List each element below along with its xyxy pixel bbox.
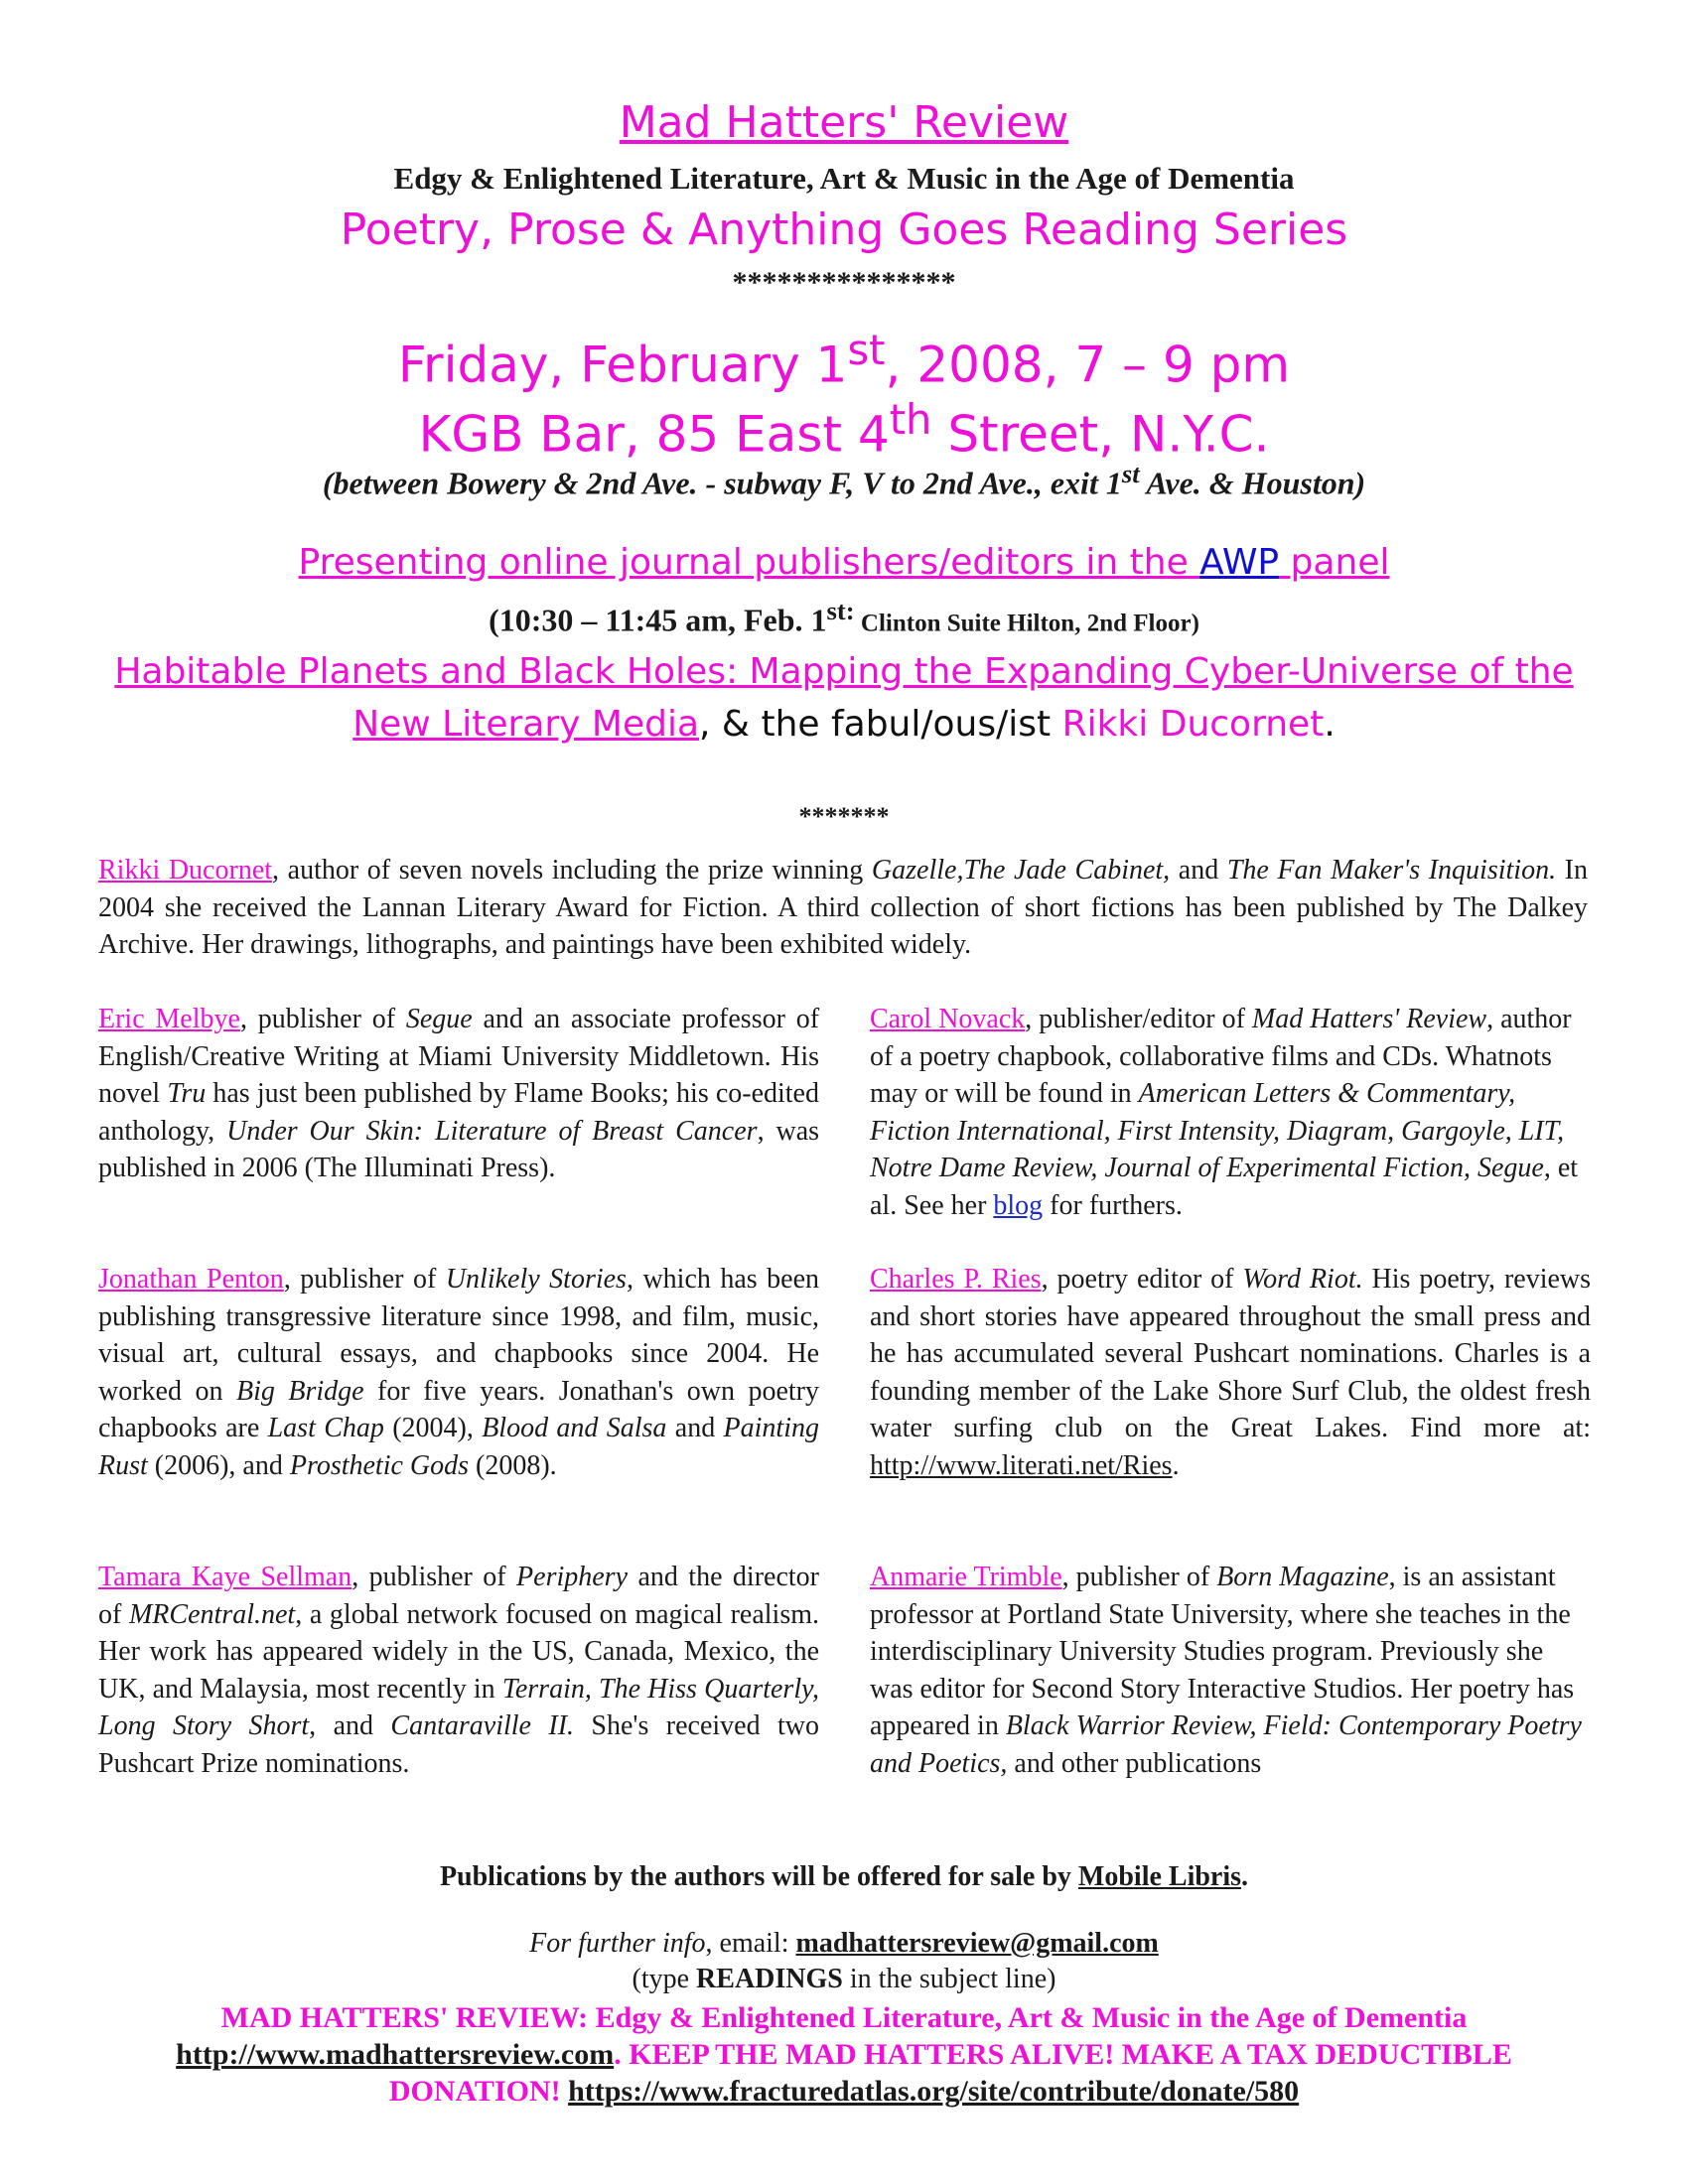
subject-keyword: READINGS [696,1964,843,1994]
bio-title: Last Chap [267,1413,384,1443]
bio-text: , author of a poetry chapbook, collaborative films and CDs. Whatnots may or will be found in [870,1004,1572,1109]
event-date [0,326,1688,394]
panel-title-text: Habitable Planets and Black Holes: Mapping the Expanding Cyber-Universe of the New Literary Media [114,651,1574,745]
bio-title: Tru [167,1078,207,1109]
date-text: Friday, February 1 [397,336,848,394]
publications-note [0,1861,1688,1893]
bio-title: Unlikely Stories [445,1264,627,1295]
bio-text: and other publications [1007,1747,1262,1779]
bio-title: The Fan Maker's Inquisition. [1226,855,1557,886]
bio-text: has just been published by Flame Books; his co-edited anthology, [98,1078,819,1147]
bio-text: (2006), and [147,1449,290,1481]
author-link-melbye[interactable]: Eric Melbye [98,1004,240,1034]
bio-ries [870,1261,1591,1484]
bio-text: and the director of [98,1562,819,1630]
bio-title: Mad Hatters' Review [1251,1004,1487,1034]
date-suffix: st [847,326,886,374]
bio-title: Under Our Skin: Literature of Breast Cancer [226,1115,758,1147]
author-link-ducornet[interactable]: Rikki Ducornet [98,855,273,886]
panel-time-suffix: st: [826,596,855,625]
bio-title: Cantaraville II. [390,1710,575,1741]
tagline: Edgy & Enlightened Literature, Art & Music in the Age of Dementia [393,161,1295,196]
venue-text: KGB Bar, 85 East 4 [418,405,890,464]
bio-penton [98,1261,819,1484]
author-link-ries[interactable]: Charles P. Ries [870,1264,1042,1295]
pubs-end: . [1241,1861,1249,1892]
footer-tagline: MAD HATTERS' REVIEW: Edgy & Enlightened Literature, Art & Music in the Age of Dementia [220,2001,1468,2034]
bio-text: , publisher/editor of [1025,1004,1252,1034]
present-text: Presenting online journal publishers/editors in the [298,542,1200,583]
blog-link[interactable]: blog [993,1189,1044,1221]
bio-melbye [98,1001,819,1187]
type-end: in the subject line) [842,1964,1056,1994]
panel-time [0,596,1688,639]
venue-suffix: th [889,395,932,444]
bio-title: Blood and Salsa [482,1413,667,1443]
donate-link[interactable]: https://www.fracturedatlas.org/site/contribute/donate/580 [568,2075,1300,2108]
panel-title [89,645,1599,751]
ries-url-link[interactable]: http://www.literati.net/Ries [870,1449,1173,1481]
pubs-text: Publications by the authors will be offered for sale by [439,1861,1078,1892]
bio-novack [870,1001,1591,1224]
bio-text: His poetry, reviews and short stories have appeared throughout the small press and he has accumulated several Pushcart nominations. Charles is a founding member of the Lake Shore Surf Club, the oldest fresh water surfing club on the Great Lakes. Find more at: [870,1264,1592,1443]
bio-text: , publisher of [1061,1562,1217,1592]
panel-title-end: . [1324,704,1336,745]
subject-note [0,1964,1688,1995]
author-link-penton[interactable]: Jonathan Penton [98,1264,284,1295]
panel-announcement [0,542,1688,583]
bio-title: Black Warrior Review, Field: Contemporary Poetry and Poetics, [870,1710,1582,1779]
mobile-libris-link[interactable]: Mobile Libris [1077,1861,1242,1892]
venue-street: Street, N.Y.C. [931,405,1270,464]
website-link[interactable]: http://www.madhattersreview.com [176,2038,615,2071]
divider-stars: *************** [732,266,956,299]
bio-ducornet [98,852,1588,964]
directions [0,459,1688,502]
panel-time-text: (10:30 – 11:45 am, Feb. 1 [489,602,827,638]
directions-suffix: st [1121,459,1140,488]
bio-text: , et al. See her [870,1153,1579,1221]
bio-text: , is an assistant professor at Portland State University, where she teaches in the interdisciplinary University Studies program. Previously she was editor for Second Story Interactive Studios. Her poetry has appeared in [870,1562,1575,1741]
page-title: Mad Hatters' Review [619,97,1069,148]
bio-text: , which has been publishing transgressive literature since 1998, and film, music, visual art, cultural essays, and chapbooks since 2004. He worked on [98,1264,820,1407]
bio-title: Born Magazine [1216,1562,1389,1592]
present-end: panel [1279,542,1390,583]
bio-text: . [1172,1449,1180,1481]
date-time: , 2008, 7 – 9 pm [885,336,1291,394]
bio-text: , publisher of [352,1562,517,1592]
directions-end: Ave. & Houston) [1139,465,1366,501]
bio-text: She's received two Pushcart Prize nominations. [98,1710,819,1779]
bio-title: MRCentral.net [128,1598,296,1630]
bio-text: (2008). [469,1449,557,1481]
series-title: Poetry, Prose & Anything Goes Reading Series [340,205,1348,255]
author-link-novack[interactable]: Carol Novack [870,1004,1026,1034]
bio-text: , and [309,1710,391,1741]
bio-title: Word Riot. [1242,1264,1363,1295]
bio-title: Segue [405,1004,473,1034]
bio-text: In 2004 she received the Lannan Literary Award for Fiction. A third collection of short fictions has been published by The Dalkey Archive. Her drawings, lithographs, and paintings have been exhibited widely. [98,855,1589,960]
bio-text: , author of seven novels including the prize winning [272,855,872,886]
awp-link[interactable]: AWP [1199,542,1280,583]
bio-sellman [98,1559,819,1782]
bio-text: , poetry editor of [1041,1264,1243,1295]
bio-title: Terrain, The Hiss Quarterly, Long Story Short [98,1673,819,1741]
bio-trimble [870,1559,1591,1782]
contact-info [0,1928,1688,1960]
bio-text: for five years. Jonathan's own poetry chapbooks are [98,1375,820,1443]
bio-text: , a global network focused on magical realism. Her work has appeared widely in the US, Canada, Mexico, the UK, and Malaysia, most recently in [98,1598,820,1705]
bio-title: Periphery [516,1562,629,1592]
bio-text: , publisher of [239,1004,406,1034]
bio-title: Prosthetic Gods [289,1449,470,1481]
footer-banner [109,1999,1579,2110]
info-text: , email: [705,1928,796,1959]
bio-title: Painting Rust [98,1413,819,1481]
bio-text: and [666,1413,724,1443]
bio-text: (2004), [383,1413,483,1443]
bio-text: , publisher of [283,1264,446,1295]
panel-title-name: Rikki Ducornet [1061,704,1325,745]
event-venue [0,395,1688,464]
panel-location: Clinton Suite Hilton, 2nd Floor) [854,610,1199,637]
info-label: For further info [529,1928,706,1959]
divider-stars-2: ******* [798,802,890,831]
bio-text: and [1170,855,1227,886]
bio-title: Gazelle,The Jade Cabinet, [871,855,1171,886]
bio-title: Big Bridge [235,1375,364,1407]
panel-title-mid: , & the fabul/ous/ist [699,704,1062,745]
bio-text: for furthers. [1043,1189,1183,1221]
bio-text: and an associate professor of English/Creative Writing at Miami University Middletown. His novel [98,1004,820,1109]
author-link-trimble[interactable]: Anmarie Trimble [870,1562,1062,1592]
bio-title: American Letters & Commentary, Fiction International, First Intensity, Diagram, Gargoyle, LIT, Notre Dame Review, Journal of Experimental Fiction, Segue [870,1078,1565,1183]
type-text: (type [632,1964,697,1994]
email-link[interactable]: madhattersreview@gmail.com [795,1928,1159,1959]
bio-text: , was published in 2006 (The Illuminati Press). [98,1115,820,1183]
author-link-sellman[interactable]: Tamara Kaye Sellman [98,1562,352,1592]
footer-donate-text: . KEEP THE MAD HATTERS ALIVE! MAKE A TAX DEDUCTIBLE DONATION! [388,2038,1512,2108]
directions-text: (between Bowery & 2nd Ave. - subway F, V to 2nd Ave., exit 1 [322,465,1122,501]
